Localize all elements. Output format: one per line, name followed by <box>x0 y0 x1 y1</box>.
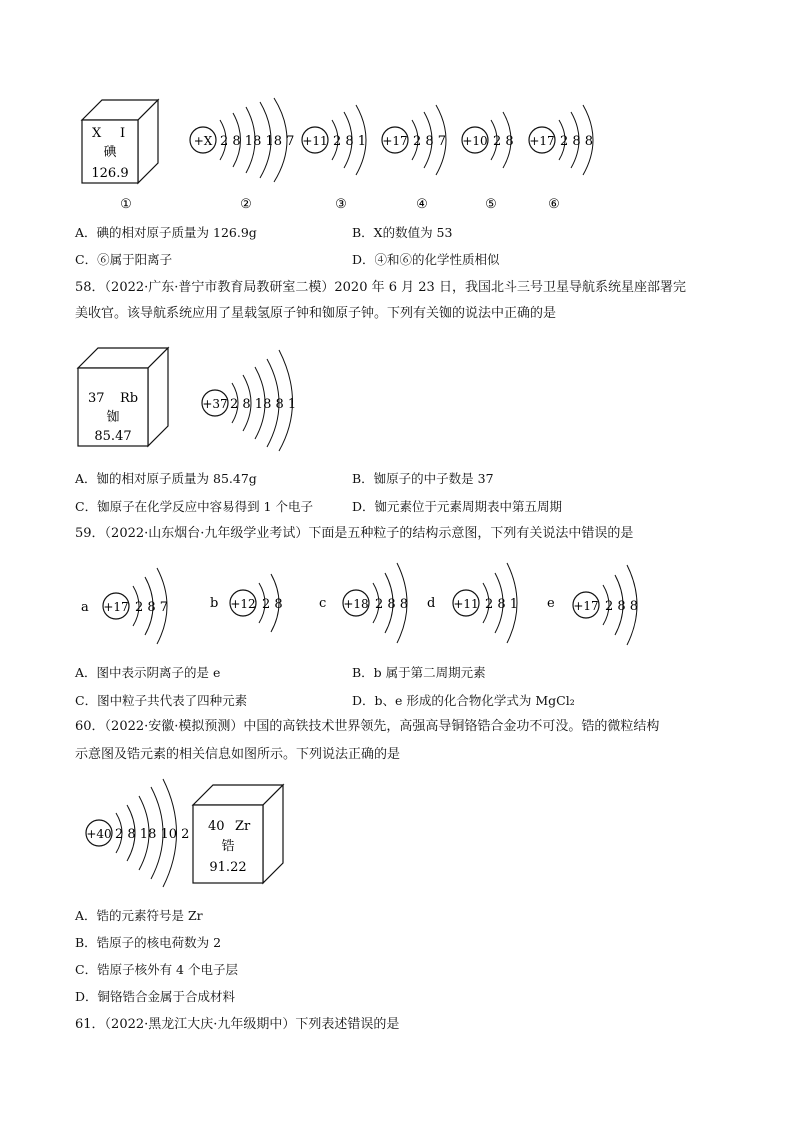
particle-label: a <box>81 600 89 615</box>
particle-diagram-e <box>547 565 638 645</box>
particle-label: e <box>547 596 555 611</box>
element-symbol: Zr <box>235 819 251 834</box>
element-mass: 85.47 <box>94 429 132 444</box>
q57-option-c: C．⑥属于阳离子 <box>75 252 173 267</box>
shell-electrons: 2 8 7 <box>135 600 169 615</box>
iodine-element-box <box>82 100 158 183</box>
q58-stem-line1: 58．（2022·广东·普宁市教育局教研室二模）2020 年 6 月 23 日，我国北斗三号卫星导航系统星座部署完 <box>75 280 686 295</box>
shell-electrons: 2 8 1 <box>485 597 519 612</box>
q60-option-b: B．锆原子的核电荷数为 2 <box>75 935 222 950</box>
rubidium-element-box <box>78 348 168 446</box>
q59-option-b: B．b 属于第二周期元素 <box>352 665 486 680</box>
particle-diagram-b <box>210 574 283 632</box>
atom-diagram-6 <box>529 105 593 175</box>
particle-label: d <box>427 596 436 611</box>
element-number: X <box>92 126 102 141</box>
nucleus-label: +11 <box>302 134 328 148</box>
nucleus-label: +18 <box>343 597 369 611</box>
particle-diagram-c <box>319 563 408 643</box>
nucleus-label: +17 <box>382 134 408 148</box>
q60-figure <box>80 775 290 890</box>
element-symbol: Rb <box>120 391 139 406</box>
atom-diagram-4 <box>382 105 446 175</box>
shell-electrons: 2 8 18 8 1 <box>230 397 297 412</box>
element-mass: 126.9 <box>91 166 129 181</box>
nucleus-label: +X <box>193 134 213 148</box>
atom-diagram-2 <box>190 98 294 182</box>
element-mass: 91.22 <box>209 860 247 875</box>
element-name: 碘 <box>103 145 117 160</box>
marker-6: ⑥ <box>548 197 560 212</box>
marker-4: ④ <box>416 197 428 212</box>
q59-option-a: A．图中表示阴离子的是 e <box>75 665 221 680</box>
particle-label: b <box>210 596 219 611</box>
q60-stem-line2: 示意图及锆元素的相关信息如图所示。下列说法正确的是 <box>75 747 401 762</box>
nucleus-label: +10 <box>462 134 488 148</box>
q59-option-d: D．b、e 形成的化合物化学式为 MgCl₂ <box>352 693 575 708</box>
nucleus-label: +12 <box>230 597 256 611</box>
q59-option-c: C．图中粒子共代表了四种元素 <box>75 693 248 708</box>
zirconium-atom-diagram <box>86 779 189 887</box>
q60-option-a: A．锆的元素符号是 Zr <box>75 908 203 923</box>
q60-stem-line1: 60．（2022·安徽·模拟预测）中国的高铁技术世界领先，高强高导铜铬锆合金功不可没。锆的微粒结构 <box>75 719 660 734</box>
zirconium-element-box <box>193 785 283 883</box>
marker-3: ③ <box>335 197 347 212</box>
nucleus-label: +40 <box>86 827 112 841</box>
nucleus-label: +17 <box>573 599 599 613</box>
particle-diagram-a <box>81 568 168 644</box>
q58-option-c: C．铷原子在化学反应中容易得到 1 个电子 <box>75 499 313 514</box>
shell-electrons: 2 8 1 <box>333 134 367 149</box>
q58-figure <box>70 340 310 452</box>
nucleus-label: +17 <box>103 600 129 614</box>
marker-5: ⑤ <box>485 197 497 212</box>
q59-figure <box>75 555 665 655</box>
shell-electrons: 2 8 8 <box>605 599 639 614</box>
q57-option-b: B．X的数值为 53 <box>352 225 453 240</box>
element-name: 锆 <box>221 839 235 854</box>
q59-stem: 59．（2022·山东烟台·九年级学业考试）下面是五种粒子的结构示意图，下列有关说法中错误的是 <box>75 526 634 541</box>
nucleus-label: +17 <box>529 134 555 148</box>
particle-diagram-d <box>427 563 518 643</box>
marker-1: ① <box>120 197 132 212</box>
shell-electrons: 2 8 18 18 7 <box>220 134 295 149</box>
shell-electrons: 2 8 <box>262 597 283 612</box>
shell-electrons: 2 8 18 10 2 <box>115 827 190 842</box>
nucleus-label: +37 <box>202 397 228 411</box>
particle-label: c <box>319 596 327 611</box>
shell-electrons: 2 8 8 <box>560 134 594 149</box>
atom-diagram-5 <box>462 112 514 168</box>
shell-electrons: 2 8 7 <box>413 134 447 149</box>
q58-option-b: B．铷原子的中子数是 37 <box>352 471 494 486</box>
element-symbol: I <box>120 126 126 141</box>
q58-option-a: A．铷的相对原子质量为 85.47g <box>75 471 257 486</box>
shell-electrons: 2 8 8 <box>375 597 409 612</box>
atom-diagram-3 <box>302 105 366 175</box>
rubidium-atom-diagram <box>202 350 296 451</box>
q61-stem: 61．（2022·黑龙江大庆·九年级期中）下列表述错误的是 <box>75 1017 400 1032</box>
q60-option-c: C．锆原子核外有 4 个电子层 <box>75 962 238 977</box>
shell-electrons: 2 8 <box>493 134 514 149</box>
element-number: 40 <box>208 819 225 834</box>
q58-option-d: D．铷元素位于元素周期表中第五周期 <box>352 499 563 514</box>
marker-2: ② <box>240 197 252 212</box>
nucleus-label: +11 <box>453 597 479 611</box>
element-name: 铷 <box>106 410 120 425</box>
q57-option-a: A．碘的相对原子质量为 126.9g <box>75 225 257 240</box>
q58-stem-line2: 美收官。该导航系统应用了星载氢原子钟和铷原子钟。下列有关铷的说法中正确的是 <box>75 306 557 321</box>
element-number: 37 <box>88 391 105 406</box>
q57-figure <box>70 95 630 215</box>
q57-option-d: D．④和⑥的化学性质相似 <box>352 252 500 267</box>
q60-option-d: D．铜铬锆合金属于合成材料 <box>75 989 236 1004</box>
